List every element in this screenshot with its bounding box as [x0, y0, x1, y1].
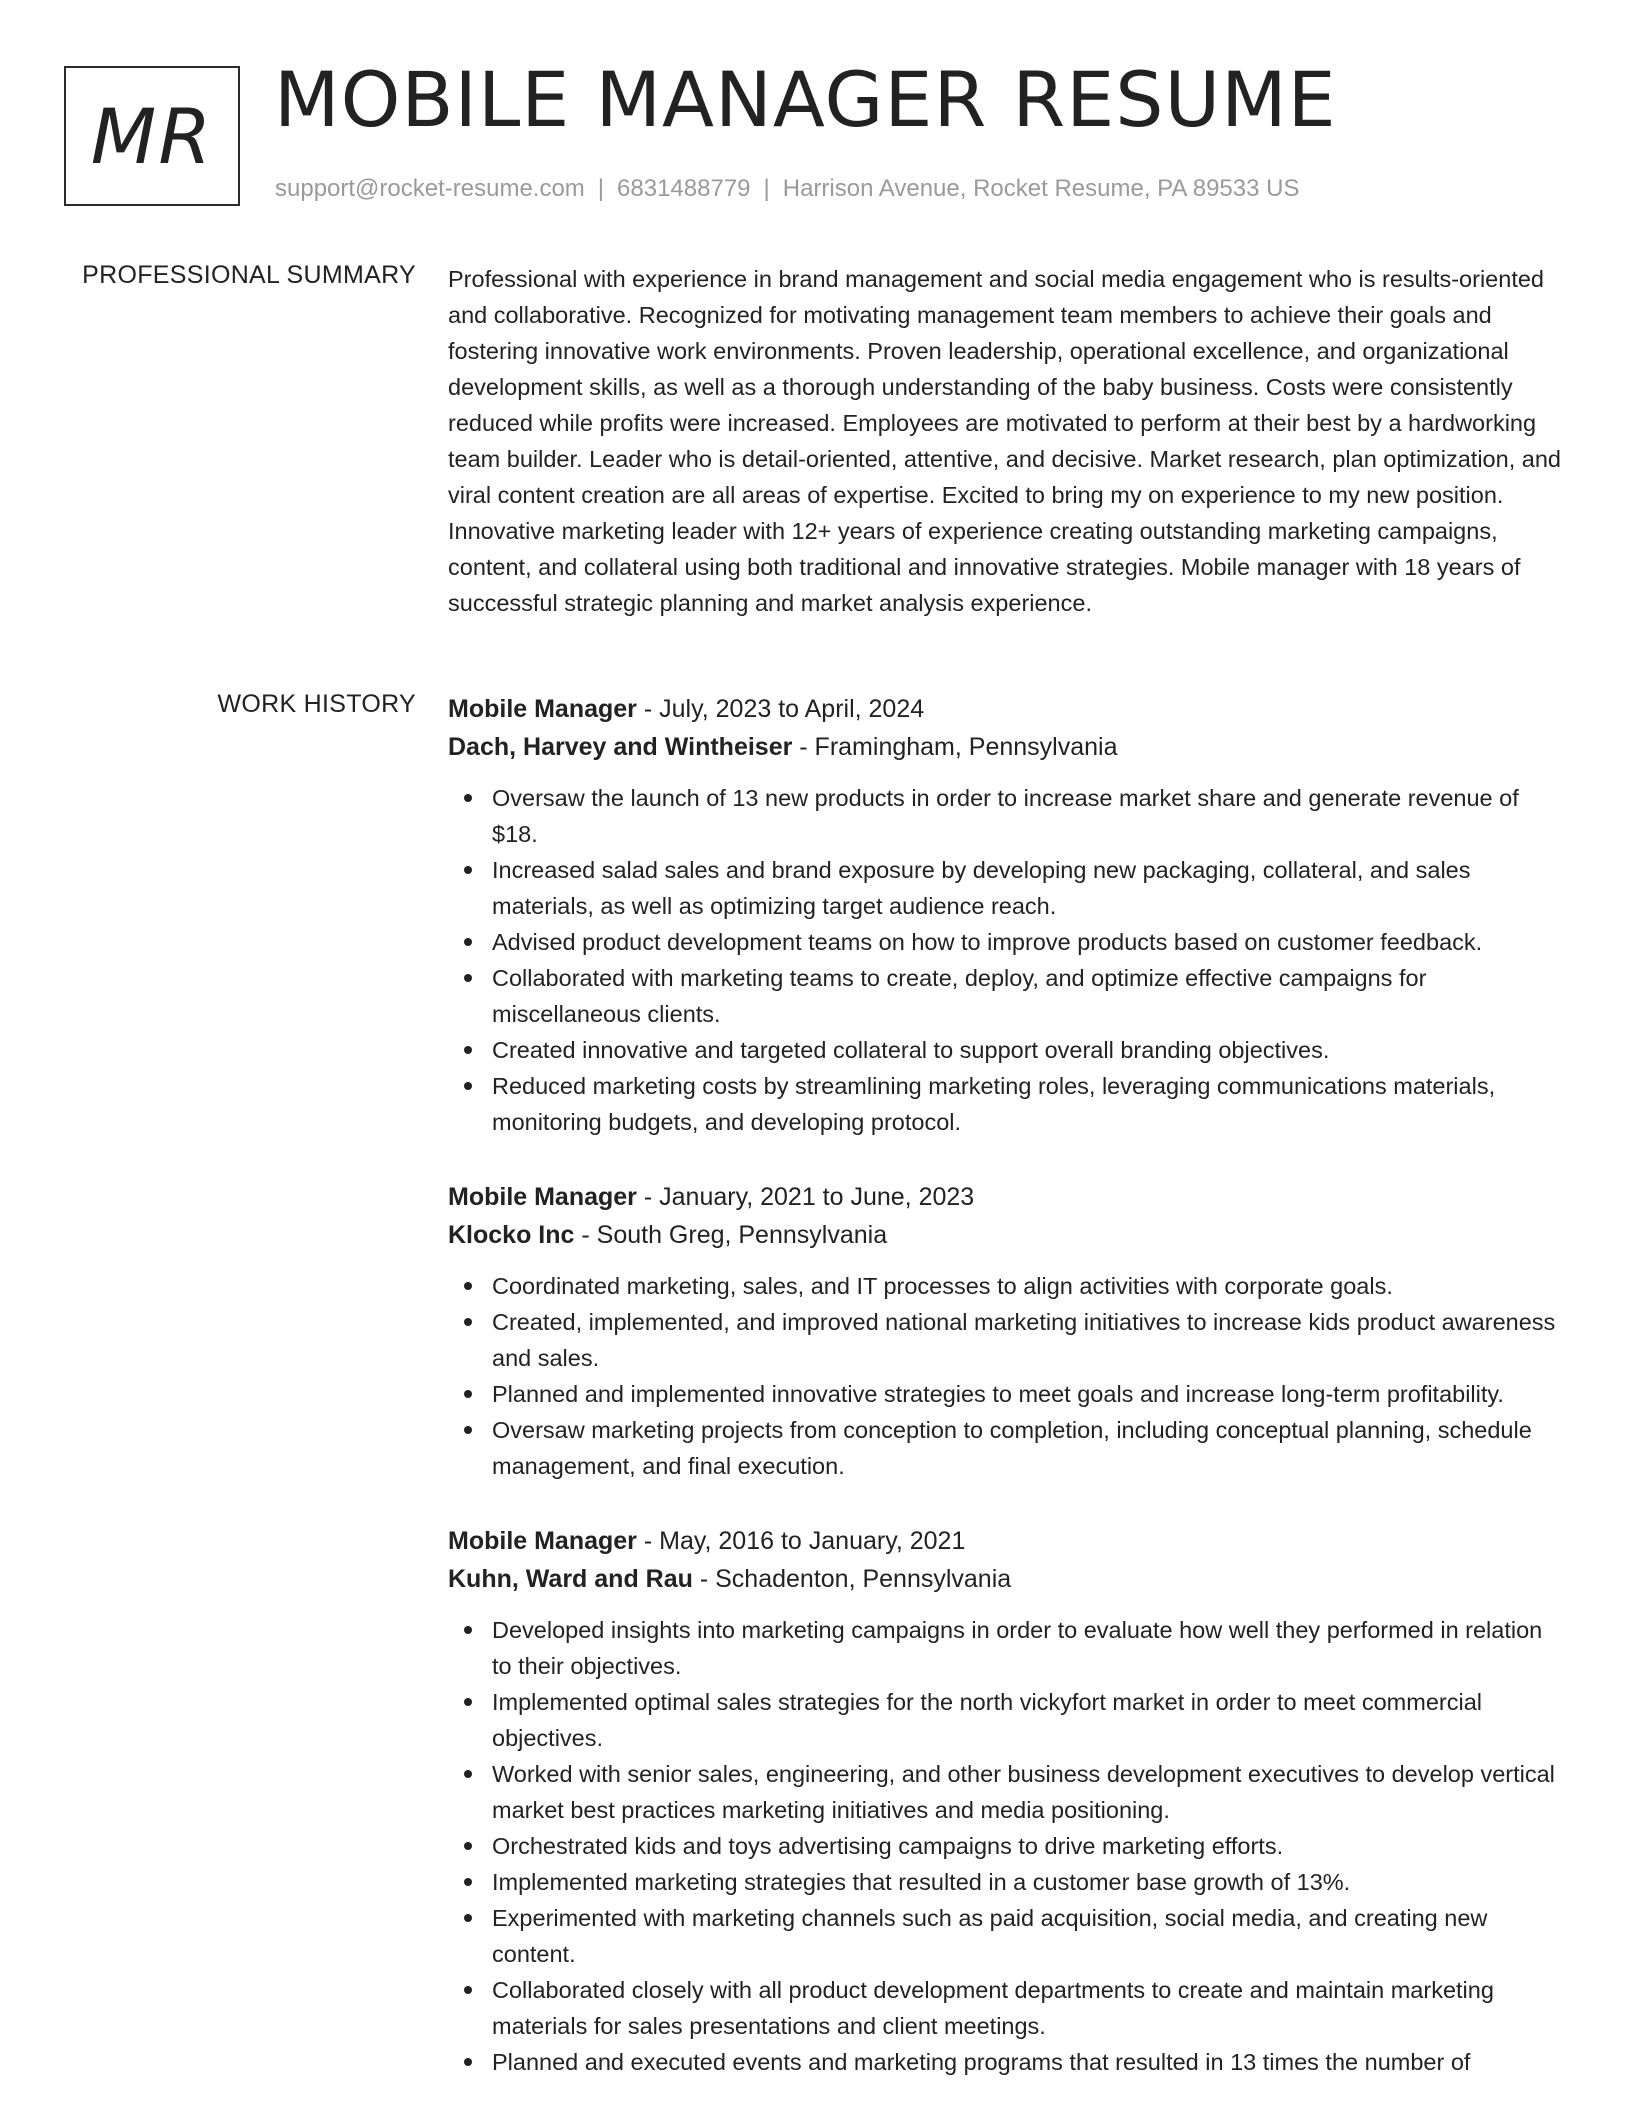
job-company-line	[448, 728, 1568, 766]
job-entry	[448, 1178, 1568, 1484]
job-bullet: Oversaw the launch of 13 new products in order to increase market share and generate revenue of $18.	[448, 780, 1568, 852]
job-bullet: Experimented with marketing channels such as paid acquisition, social media, and creating new content.	[448, 1900, 1568, 1972]
job-bullet: Collaborated with marketing teams to create, deploy, and optimize effective campaigns for miscellaneous clients.	[448, 960, 1568, 1032]
job-dates: - July, 2023 to April, 2024	[636, 695, 925, 723]
job-dates: - May, 2016 to January, 2021	[636, 1527, 966, 1555]
job-bullet-list	[448, 1268, 1568, 1484]
contact-separator: |	[763, 175, 770, 202]
job-bullet: Orchestrated kids and toys advertising campaigns to drive marketing efforts.	[448, 1828, 1568, 1864]
summary-text: Professional with experience in brand management and social media engagement who is results-oriented and collaborative. Recognized for motivating management team members to achieve their goals and fostering innovative work environments. Proven leadership, operational excellence, and organizational development skills, as well as a thorough understanding of the baby business. Costs were consistently reduced while profits were increased. Employees are motivated to perform at their best by a hardworking team builder. Leader who is detail-oriented, attentive, and decisive. Market research, plan optimization, and viral content creation are all areas of expertise. Excited to bring my on experience to my new position. Innovative marketing leader with 12+ years of experience creating outstanding marketing campaigns, content, and collateral using both traditional and innovative strategies. Mobile manager with 18 years of successful strategic planning and market analysis experience.	[448, 266, 1561, 616]
monogram-initials: MR	[90, 91, 214, 181]
job-bullet: Created innovative and targeted collateral to support overall branding objectives.	[448, 1032, 1568, 1068]
resume-title: MOBILE MANAGER RESUME	[274, 55, 1337, 144]
job-company-line	[448, 1216, 1568, 1254]
contact-email[interactable]: support@rocket-resume.com	[275, 175, 585, 202]
job-company: Klocko Inc	[448, 1221, 575, 1249]
job-title: Mobile Manager	[448, 695, 637, 723]
job-entry	[448, 1522, 1568, 2080]
job-bullet-list	[448, 780, 1568, 1140]
job-bullet: Implemented optimal sales strategies for the north vickyfort market in order to meet commercial objectives.	[448, 1684, 1568, 1756]
job-bullet: Oversaw marketing projects from conception to completion, including conceptual planning, schedule management, and final execution.	[448, 1412, 1568, 1484]
job-bullet: Created, implemented, and improved national marketing initiatives to increase kids product awareness and sales.	[448, 1304, 1568, 1376]
job-location: - Framingham, Pennsylvania	[792, 733, 1118, 761]
contact-separator: |	[597, 175, 605, 202]
job-company: Kuhn, Ward and Rau	[448, 1565, 693, 1593]
job-bullet: Advised product development teams on how to improve products based on customer feedback.	[448, 924, 1568, 960]
work-history	[448, 690, 1568, 2118]
contact-phone[interactable]: 6831488779	[617, 175, 751, 202]
job-location: - Schadenton, Pennsylvania	[692, 1565, 1012, 1593]
summary-section-label: PROFESSIONAL SUMMARY	[82, 261, 416, 289]
job-location: - South Greg, Pennsylvania	[574, 1221, 888, 1249]
job-title-line	[448, 1522, 1568, 1560]
job-bullet-list	[448, 1612, 1568, 2080]
job-bullet: Planned and implemented innovative strategies to meet goals and increase long-term profitability.	[448, 1376, 1568, 1412]
work-section-label: WORK HISTORY	[217, 690, 416, 718]
job-entry	[448, 690, 1568, 1140]
job-bullet: Worked with senior sales, engineering, and other business development executives to develop vertical market best practices marketing initiatives and media positioning.	[448, 1756, 1568, 1828]
job-bullet: Coordinated marketing, sales, and IT processes to align activities with corporate goals.	[448, 1268, 1568, 1304]
job-bullet: Increased salad sales and brand exposure by developing new packaging, collateral, and sales materials, as well as optimizing target audience reach.	[448, 852, 1568, 924]
job-bullet: Reduced marketing costs by streamlining marketing roles, leveraging communications materials, monitoring budgets, and developing protocol.	[448, 1068, 1568, 1140]
job-bullet: Planned and executed events and marketing programs that resulted in 13 times the number of	[448, 2044, 1568, 2080]
job-dates: - January, 2021 to June, 2023	[636, 1183, 975, 1211]
job-company-line	[448, 1560, 1568, 1598]
job-title: Mobile Manager	[448, 1183, 637, 1211]
job-title-line	[448, 1178, 1568, 1216]
contact-line	[275, 175, 1299, 203]
job-bullet: Developed insights into marketing campaigns in order to evaluate how well they performed in relation to their objectives.	[448, 1612, 1568, 1684]
monogram-box	[64, 66, 240, 206]
job-title-line	[448, 690, 1568, 728]
job-bullet: Implemented marketing strategies that resulted in a customer base growth of 13%.	[448, 1864, 1568, 1900]
contact-address: Harrison Avenue, Rocket Resume, PA 89533 US	[782, 175, 1300, 202]
job-title: Mobile Manager	[448, 1527, 637, 1555]
job-bullet: Collaborated closely with all product development departments to create and maintain marketing materials for sales presentations and client meetings.	[448, 1972, 1568, 2044]
job-company: Dach, Harvey and Wintheiser	[448, 733, 793, 761]
